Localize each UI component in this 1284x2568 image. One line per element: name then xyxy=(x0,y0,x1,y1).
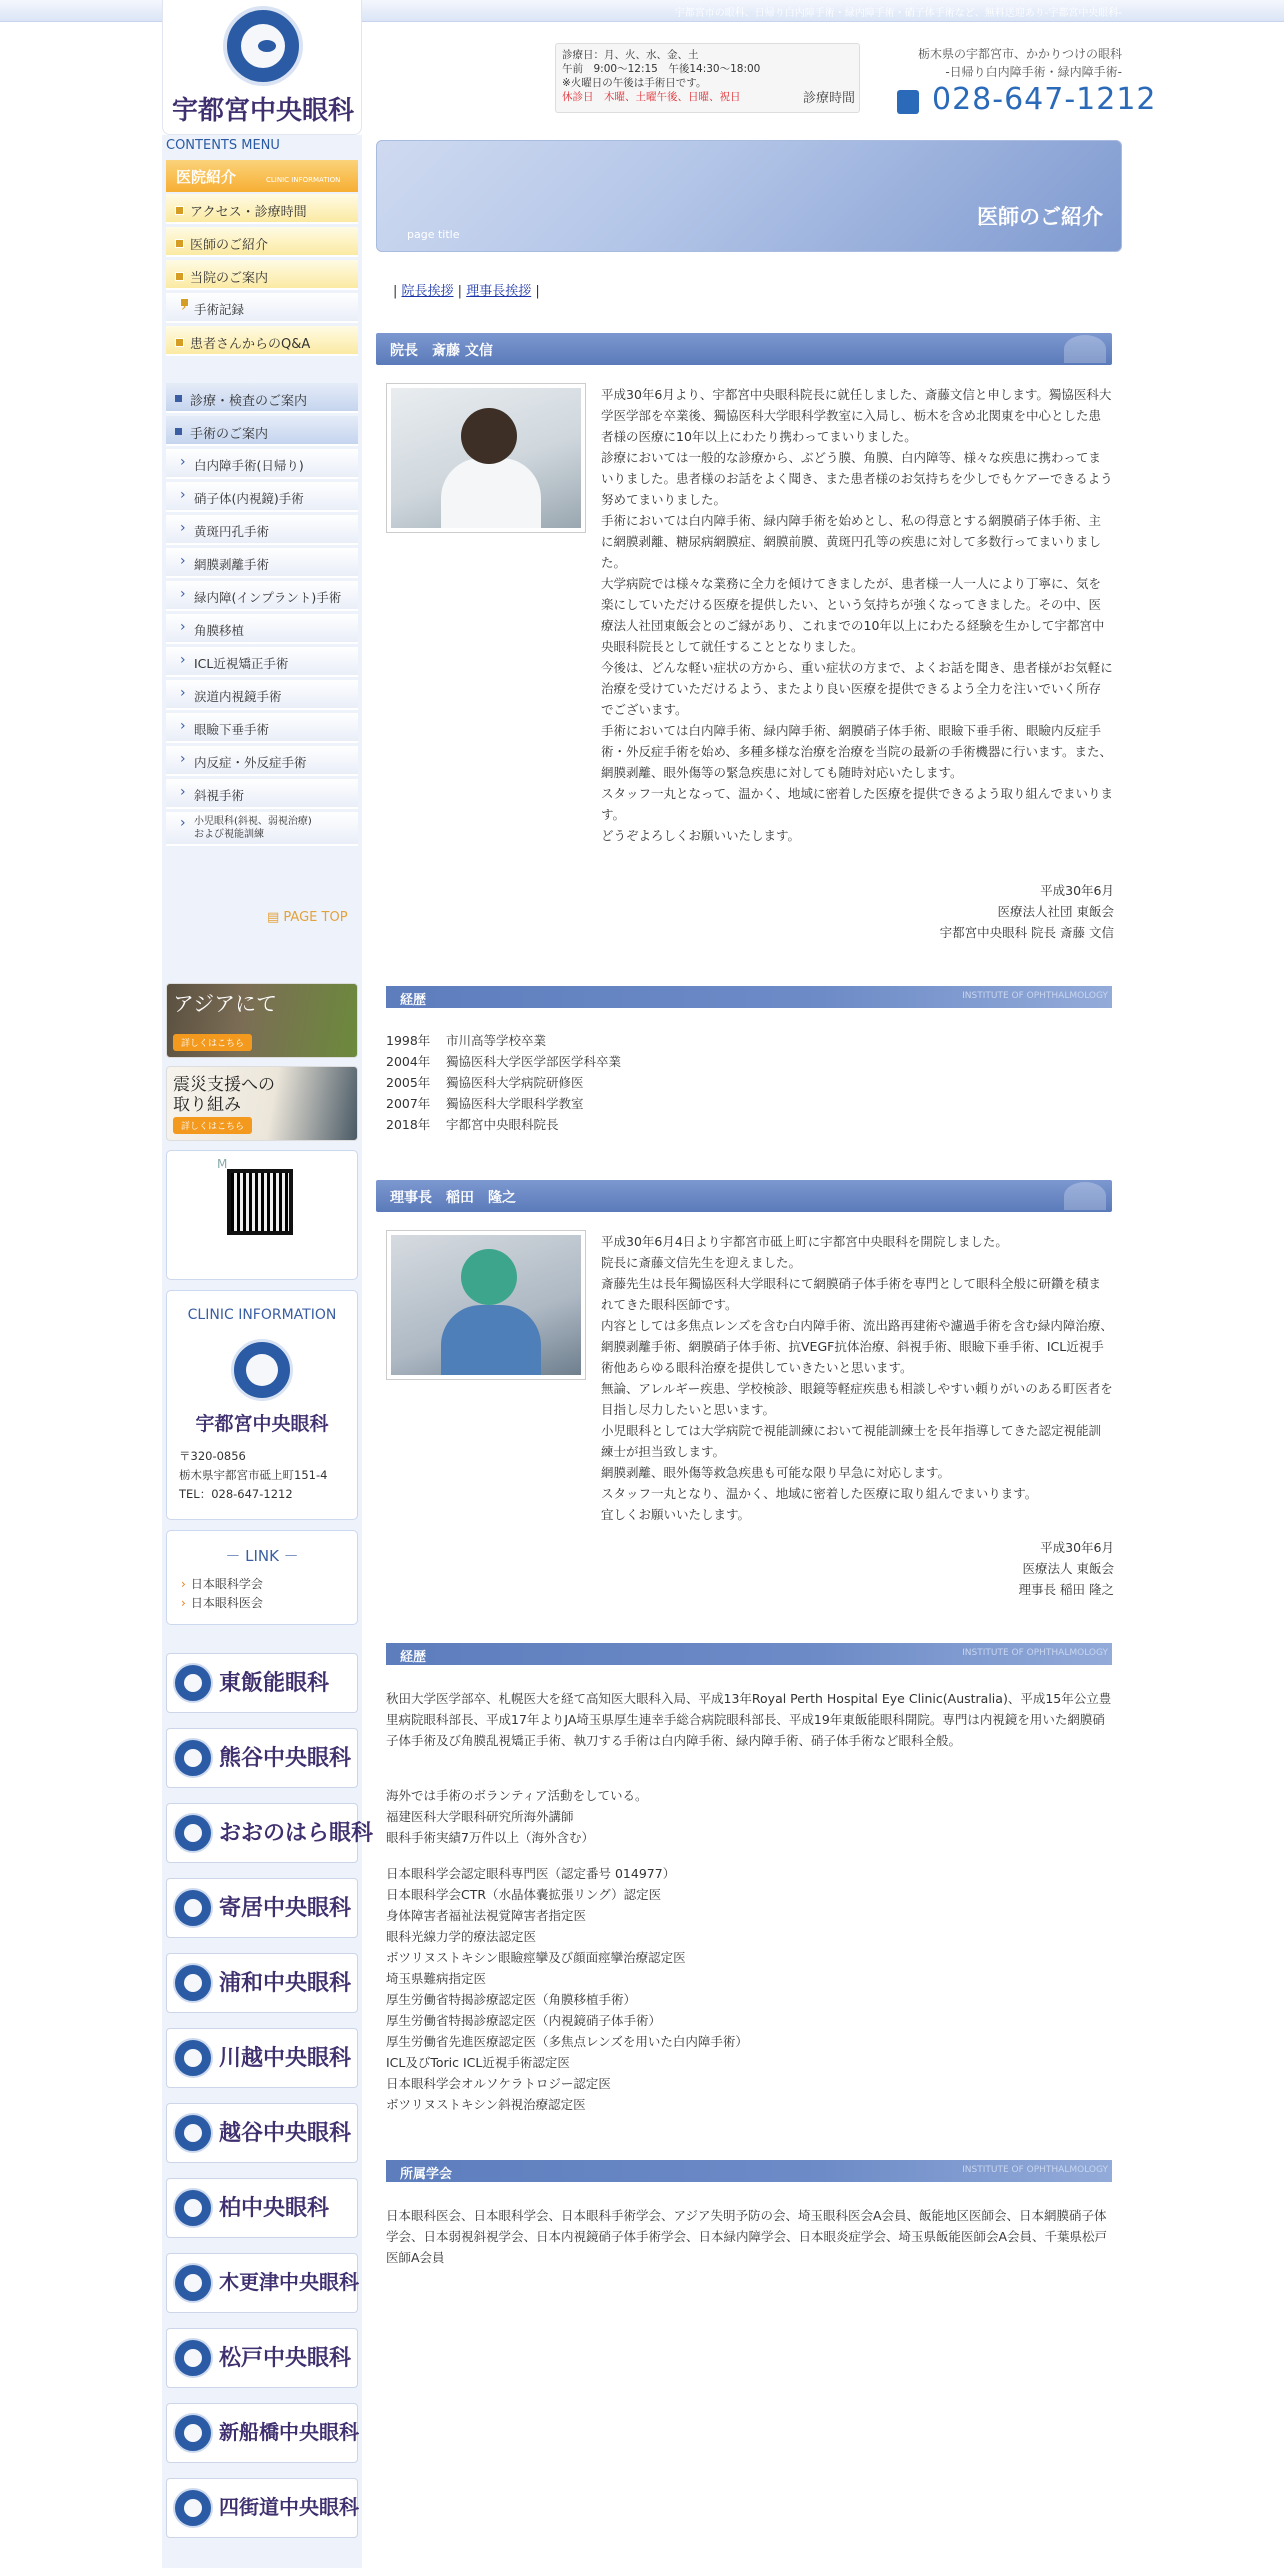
sidebar-item-lacrimal[interactable]: › 涙道内視鏡手術 xyxy=(166,680,358,710)
disaster-banner-title-line1: 震災支援への xyxy=(173,1075,275,1095)
clinic-emblem-icon xyxy=(173,1738,213,1778)
sidebar-item-exam[interactable]: 診療・検査のご案内 xyxy=(166,383,358,413)
header-address xyxy=(918,45,1122,81)
clinic-emblem-icon xyxy=(173,2488,213,2528)
director-heading: 院長 斎藤 文信 xyxy=(376,333,1112,365)
clinic-emblem-icon xyxy=(173,2113,213,2153)
sidebar-item-pediatric-line1: › 小児眼科(斜視、弱視治療) xyxy=(194,816,312,827)
clinic-info-box xyxy=(166,1290,358,1520)
director-message xyxy=(601,384,1113,846)
link-title: － LINK － xyxy=(225,1547,299,1565)
page-title: 医師のご紹介 xyxy=(977,205,1103,229)
clinic-emblem-icon xyxy=(173,2413,213,2453)
clinic-info-name: 宇都宮中央眼科 xyxy=(195,1413,329,1435)
chairman-signature xyxy=(1019,1537,1114,1600)
qr-box xyxy=(166,1150,358,1280)
clinic-emblem-icon xyxy=(173,2038,213,2078)
career-row xyxy=(386,1051,621,1072)
clinic-banner-name: 松戸中央眼科 xyxy=(219,2345,352,2371)
volunteer-line: 眼科手術実績7万件以上（海外含む） xyxy=(386,1830,594,1845)
sidebar-item-pediatric[interactable] xyxy=(166,812,358,846)
site-tagline: 宇都宮市の眼科、日帰り白内障手術・緑内障手術・硝子体手術など、無料送迎あり-宇都宮中央眼科- xyxy=(674,8,1122,19)
clinic-banner-name: おおのはら眼科 xyxy=(219,1820,374,1846)
asia-banner-button[interactable]: 詳しくはこちら xyxy=(173,1034,252,1051)
career-en: INSTITUTE OF OPHTHALMOLOGY xyxy=(962,991,1108,1001)
career-label: 経歴 xyxy=(400,1650,427,1665)
volunteer-line: 海外では手術のボランティア活動をしている。 xyxy=(386,1788,648,1803)
qr-code-icon xyxy=(227,1169,293,1235)
clinic-banner-name: 浦和中央眼科 xyxy=(219,1970,352,1996)
clinic-banner-name: 東飯能眼科 xyxy=(219,1670,330,1696)
cert-line: 身体障害者福祉法視覚障害者指定医 xyxy=(386,1908,587,1923)
career-year: 2007年 xyxy=(386,1096,431,1111)
clinic-emblem-icon xyxy=(231,1339,293,1401)
header-address-line1: 栃木県の宇都宮市、かかりつけの眼科 xyxy=(917,47,1122,61)
clinic-banner-name: 川越中央眼科 xyxy=(219,2045,352,2071)
sidebar-item-glaucoma[interactable]: › 緑内障(インプラント)手術 xyxy=(166,581,358,611)
career-row xyxy=(386,1072,621,1093)
sidebar-item-strabismus[interactable]: › 斜視手術 xyxy=(166,779,358,809)
anchor-director[interactable]: 院長挨拶 xyxy=(401,284,454,299)
cert-line: 厚生労働省先進医療認定医（多焦点レンズを用いた白内障手術） xyxy=(386,2034,748,2049)
clinic-banner-yorii[interactable] xyxy=(166,1878,358,1938)
chairman-paragraph: 内容としては多焦点レンズを含む白内障手術、流出路再建術や濾過手術を含む緑内障治療、網膜剥離手術、網膜硝子体手術、抗VEGF抗体治療、斜視手術、眼瞼下垂手術、ICL近視手術他あらゆる眼科治療を提供していきたいと思います。 xyxy=(601,1318,1113,1375)
director-paragraph: 大学病院では様々な業務に全力を傾けてきましたが、患者様一人一人により丁寧に、気を楽にしていただける医療を提供したい、という気持ちが強くなってきました。その中、医療法人社団東飯会とのご縁があり、これまでの10年以上にわたる経験を生かして宇都宮中央眼科院長として就任することとなりました。 xyxy=(601,576,1105,654)
career-year: 2005年 xyxy=(386,1075,431,1090)
chairman-paragraph: 網膜剥離、眼外傷等救急疾患も可能な限り早急に対応します。 xyxy=(601,1465,951,1480)
chairman-certifications xyxy=(386,1863,1112,2115)
header-phone-number[interactable]: 028-647-1212 xyxy=(932,82,1157,117)
sidebar xyxy=(162,135,374,2568)
career-year: 2004年 xyxy=(386,1054,431,1069)
society-text: 日本眼科医会、日本眼科学会、日本眼科手術学会、アジア失明予防の会、埼玉眼科医会A会員、飯能地区医師会、日本網膜硝子体学会、日本弱視斜視学会、日本内視鏡硝子体手術学会、日本緑内障学会、日本眼炎症学会、埼玉県飯能医師会A会員、千葉県松戸医師A会員 xyxy=(386,2208,1108,2265)
chairman-paragraph: 平成30年6月4日より宇都宮市砥上町に宇都宮中央眼科を開院しました。 xyxy=(601,1234,1008,1249)
clinic-banner-higashihanno[interactable] xyxy=(166,1653,358,1713)
clinic-banner-urawa[interactable] xyxy=(166,1953,358,2013)
clinic-address: 栃木県宇都宮市砥上町151-4 xyxy=(179,1468,328,1482)
sidebar-item-ptosis[interactable]: › 眼瞼下垂手術 xyxy=(166,713,358,743)
sidebar-item-cornea[interactable]: › 角膜移植 xyxy=(166,614,358,644)
clinic-banner-kisarazu[interactable] xyxy=(166,2253,358,2313)
sidebar-item-guide[interactable]: 当院のご案内 xyxy=(166,260,358,290)
header-address-line2: -日帰り白内障手術・緑内障手術- xyxy=(945,65,1122,79)
director-paragraph: 診療においては一般的な診療から、ぶどう膜、角膜、白内障等、様々な疾患に携わってまいりました。患者様のお話をよく聞き、また患者様のお気持ちを少しでもケアーできるよう努めてまいりました。 xyxy=(601,450,1113,507)
chairman-paragraph: 院長に斎藤文信先生を迎えました。 xyxy=(601,1255,802,1270)
career-row xyxy=(386,1030,621,1051)
clinic-banner-name: 柏中央眼科 xyxy=(219,2195,330,2221)
chairman-paragraph: スタッフ一丸となり、温かく、地域に密着した医療に取り組んでまいります。 xyxy=(601,1486,1038,1501)
site-logo[interactable] xyxy=(162,0,362,135)
hours-times: 午前 9:00～12:15 午後14:30～18:00 xyxy=(562,63,761,75)
clinic-banner-shinfunabashi[interactable] xyxy=(166,2403,358,2463)
director-paragraph: 手術においては白内障手術、緑内障手術を始めとし、私の得意とする網膜硝子体手術、主に網膜剥離、糖尿病網膜症、網膜前膜、黄斑円孔等の疾患に対して多数行ってまいりました。 xyxy=(601,513,1102,570)
career-year: 1998年 xyxy=(386,1033,431,1048)
sidebar-item-qa[interactable]: 患者さんからのQ&A xyxy=(166,326,358,356)
hours-note: ※火曜日の午後は手術日です。 xyxy=(562,77,707,89)
chairman-heading: 理事長 稲田 隆之 xyxy=(376,1180,1112,1212)
career-text: 獨協医科大学医学部医学科卒業 xyxy=(446,1054,622,1069)
director-paragraph: 今後は、どんな軽い症状の方から、重い症状の方まで、よくお話を聞き、患者様がお気軽に治療を受けていただけるよう、またより良い医療を提供できるよう全力を注いでいく所存でございます。 xyxy=(601,660,1113,717)
link-joa[interactable]: › 日本眼科医会 xyxy=(181,1594,263,1611)
society-en: INSTITUTE OF OPHTHALMOLOGY xyxy=(962,2165,1108,2175)
director-career-list xyxy=(386,1030,621,1135)
clinic-banner-name: 越谷中央眼科 xyxy=(219,2120,352,2146)
director-career-heading xyxy=(386,986,1112,1008)
chairman-message xyxy=(601,1231,1113,1525)
disaster-banner-title xyxy=(173,1075,275,1115)
cert-line: 厚生労働省特揭診療認定医（内視鏡硝子体手術） xyxy=(386,2013,662,2028)
clinic-banner-kumagaya[interactable] xyxy=(166,1728,358,1788)
sidebar-item-retinal-detachment[interactable]: › 網膜剥離手術 xyxy=(166,548,358,578)
menu-header-en: CLINIC INFORMATION xyxy=(266,176,341,184)
cert-line: 日本眼科学会CTR（水晶体嚢拡張リング）認定医 xyxy=(386,1887,662,1902)
chairman-photo xyxy=(386,1230,586,1380)
page-title-banner xyxy=(376,140,1122,252)
disaster-banner-button[interactable]: 詳しくはこちら xyxy=(173,1117,252,1134)
volunteer-line: 福建医科大学眼科研究所海外講師 xyxy=(386,1809,574,1824)
menu-header-clinic-info[interactable] xyxy=(166,160,358,192)
clinic-banner-matsudo[interactable] xyxy=(166,2328,358,2388)
sidebar-item-entropion[interactable]: › 内反症・外反症手術 xyxy=(166,746,358,776)
cert-line: 埼玉県難病指定医 xyxy=(386,1971,487,1986)
chairman-paragraph: 宜しくお願いいたします。 xyxy=(601,1507,751,1522)
director-paragraph: 手術においては白内障手術、緑内障手術、網膜硝子体手術、眼瞼下垂手術、眼瞼内反症手術・外反症手術を始め、多種多様な治療を治療を当院の最新の手術機器に行います。また、網膜剥離、眼外傷等の緊急疾患に対しても随時対応いたします。 xyxy=(601,723,1113,780)
clinic-info-title: CLINIC INFORMATION xyxy=(187,1307,337,1323)
chairman-paragraph: 無論、アレルギー疾患、学校検診、眼鏡等軽症疾患も相談しやすい頼りがいのある町医者を目指し尽力したいと思います。 xyxy=(601,1381,1113,1417)
clinic-banner-name: 熊谷中央眼科 xyxy=(219,1745,352,1771)
sidebar-item-vitreous[interactable]: › 硝子体(内視鏡)手術 xyxy=(166,482,358,512)
career-text: 獨協医科大学眼科学教室 xyxy=(446,1096,584,1111)
logo-name: 宇都宮中央眼科 xyxy=(171,96,354,126)
clinic-banner-yotsukaido[interactable] xyxy=(166,2478,358,2538)
clinic-postal: 〒320-0856 xyxy=(179,1449,246,1463)
career-row xyxy=(386,1093,621,1114)
chairman-paragraph: 斎藤先生は長年獨協医科大学眼科にて網膜硝子体手術を専門として眼科全般に研鑽を積まれてきた眼科医師です。 xyxy=(601,1276,1102,1312)
contents-menu-title: CONTENTS MENU xyxy=(166,138,280,153)
hours-closed: 休診日 木曜、土曜午後、日曜、祝日 xyxy=(562,91,741,103)
sidebar-item-surgery-record[interactable]: › 手術記録 xyxy=(166,293,358,323)
chairman-career-heading xyxy=(386,1643,1112,1665)
clinic-emblem-icon xyxy=(173,2338,213,2378)
link-jos[interactable]: › 日本眼科学会 xyxy=(181,1575,263,1592)
clinic-info-details xyxy=(179,1447,327,1504)
anchor-links: | 院長挨拶 | 理事長挨拶 | xyxy=(393,284,540,299)
clinic-emblem-icon xyxy=(173,1963,213,2003)
director-sign-name: 宇都宮中央眼科 院長 斎藤 文信 xyxy=(939,925,1114,940)
hours-days: 診療日：月、火、水、金、土 xyxy=(562,49,699,61)
cert-line: 眼科光線力学的療法認定医 xyxy=(386,1929,537,1944)
clinic-banner-name: 新船橋中央眼科 xyxy=(219,2420,359,2444)
menu-header-label: 医院紹介 xyxy=(176,168,237,186)
asia-banner-title: アジアにて xyxy=(173,992,278,1016)
sidebar-item-access[interactable]: アクセス・診療時間 xyxy=(166,194,358,224)
chairman-sign-name: 理事長 稲田 隆之 xyxy=(1018,1582,1114,1597)
society-heading xyxy=(386,2160,1112,2182)
link-box xyxy=(166,1530,358,1625)
cert-line: ICL及びToric ICL近視手術認定医 xyxy=(386,2055,570,2070)
cert-line: 日本眼科学会オルソケラトロジー認定医 xyxy=(386,2076,611,2091)
clinic-emblem-icon xyxy=(173,2263,213,2303)
sidebar-item-doctors[interactable]: 医師のご紹介 xyxy=(166,227,358,257)
chairman-sign-date: 平成30年6月 xyxy=(1040,1540,1114,1555)
asia-banner[interactable] xyxy=(166,983,358,1058)
director-signature xyxy=(940,880,1114,943)
clinic-emblem-icon xyxy=(173,1888,213,1928)
sidebar-item-surgery[interactable]: 手術のご案内 xyxy=(166,416,358,446)
phone-icon xyxy=(897,90,919,114)
director-paragraph: どうぞよろしくお願いいたします。 xyxy=(601,828,801,843)
career-year: 2018年 xyxy=(386,1117,431,1132)
anchor-chairman[interactable]: 理事長挨拶 xyxy=(466,284,532,299)
disaster-banner[interactable] xyxy=(166,1066,358,1141)
sidebar-item-macular-hole[interactable]: › 黄斑円孔手術 xyxy=(166,515,358,545)
disaster-banner-title-line2: 取り組み xyxy=(173,1095,241,1115)
director-sign-date: 平成30年6月 xyxy=(1040,883,1114,898)
sidebar-item-icl[interactable]: › ICL近視矯正手術 xyxy=(166,647,358,677)
hours-label: 診療時間 xyxy=(802,91,855,106)
clinic-banner-name: 四街道中央眼科 xyxy=(219,2495,359,2519)
cert-line: ボツリヌストキシン斜視治療認定医 xyxy=(386,2097,586,2112)
sidebar-item-cataract[interactable]: › 白内障手術(日帰り) xyxy=(166,449,358,479)
clinic-emblem-icon xyxy=(173,1813,213,1853)
clinic-emblem-icon xyxy=(173,1663,213,1703)
chairman-career-text: 秋田大学医学部卒、札幌医大を経て高知医大眼科入局、平成13年Royal Perth Hospital Eye Clinic(Australia)、平成15年公立豊里病院眼科部長、平成17年よりJA埼玉県厚生連幸手総合病院眼科部長、平成19年東飯能眼科開院。専門は内視鏡を用いた網膜硝子体手術及び角膜乱視矯正手術、執刀する手術は白内障手術、緑内障手術、硝子体手術など眼科全般。 xyxy=(386,1691,1112,1748)
career-text: 宇都宮中央眼科院長 xyxy=(446,1117,559,1132)
chairman-paragraph: 小児眼科としては大学病院で視能訓練において視能訓練士を長年指導してきた認定視能訓練士が担当致します。 xyxy=(601,1423,1102,1459)
cert-line: ボツリヌストキシン眼瞼痙攣及び顔面痙攣治療認定医 xyxy=(386,1950,686,1965)
clinic-emblem-icon xyxy=(173,2188,213,2228)
clinic-banner-koshigaya[interactable] xyxy=(166,2103,358,2163)
clinic-hours-box xyxy=(555,43,860,113)
clinic-banner-kashiwa[interactable] xyxy=(166,2178,358,2238)
page-top-link[interactable]: ▤ PAGE TOP xyxy=(267,910,348,925)
career-row xyxy=(386,1114,621,1135)
career-text: 獨協医科大学病院研修医 xyxy=(446,1075,584,1090)
society-label: 所属学会 xyxy=(400,2167,453,2182)
career-en: INSTITUTE OF OPHTHALMOLOGY xyxy=(962,1648,1108,1658)
page-top-label: PAGE TOP xyxy=(283,910,348,925)
qr-label: M xyxy=(217,1157,228,1171)
clinic-banner-oonohara[interactable] xyxy=(166,1803,374,1863)
cert-line: 厚生労働省特揭診療認定医（角膜移植手術） xyxy=(386,1992,637,2007)
sidebar-item-pediatric-line2: および視能訓練 xyxy=(194,829,264,840)
clinic-banner-name: 寄居中央眼科 xyxy=(219,1895,352,1921)
clinic-banner-name: 木更津中央眼科 xyxy=(219,2270,359,2294)
cert-line: 日本眼科学会認定眼科専門医（認定番号 014977） xyxy=(386,1866,676,1881)
clinic-banner-kawagoe[interactable] xyxy=(166,2028,358,2088)
page-title-label: page title xyxy=(407,228,460,241)
career-label: 経歴 xyxy=(400,993,427,1008)
director-sign-org: 医療法人社団 東飯会 xyxy=(997,904,1114,919)
eye-emblem-icon xyxy=(223,6,303,86)
career-text: 市川高等学校卒業 xyxy=(446,1033,547,1048)
director-paragraph: 平成30年6月より、宇都宮中央眼科院長に就任しました、斎藤文信と申します。獨協医科大学医学部を卒業後、獨協医科大学眼科学教室に入局し、栃木を含め北関東を中心とした患者様の医療に10年以上にわたり携わってまいりました。 xyxy=(601,387,1112,444)
director-photo xyxy=(386,383,586,533)
chairman-sign-org: 医療法人 東飯会 xyxy=(1022,1561,1114,1576)
director-paragraph: スタッフ一丸となって、温かく、地域に密着した医療を提供できるよう取り組んでまいります。 xyxy=(601,786,1114,822)
chairman-volunteer xyxy=(386,1785,1112,1848)
clinic-tel: TEL：028-647-1212 xyxy=(179,1487,293,1501)
